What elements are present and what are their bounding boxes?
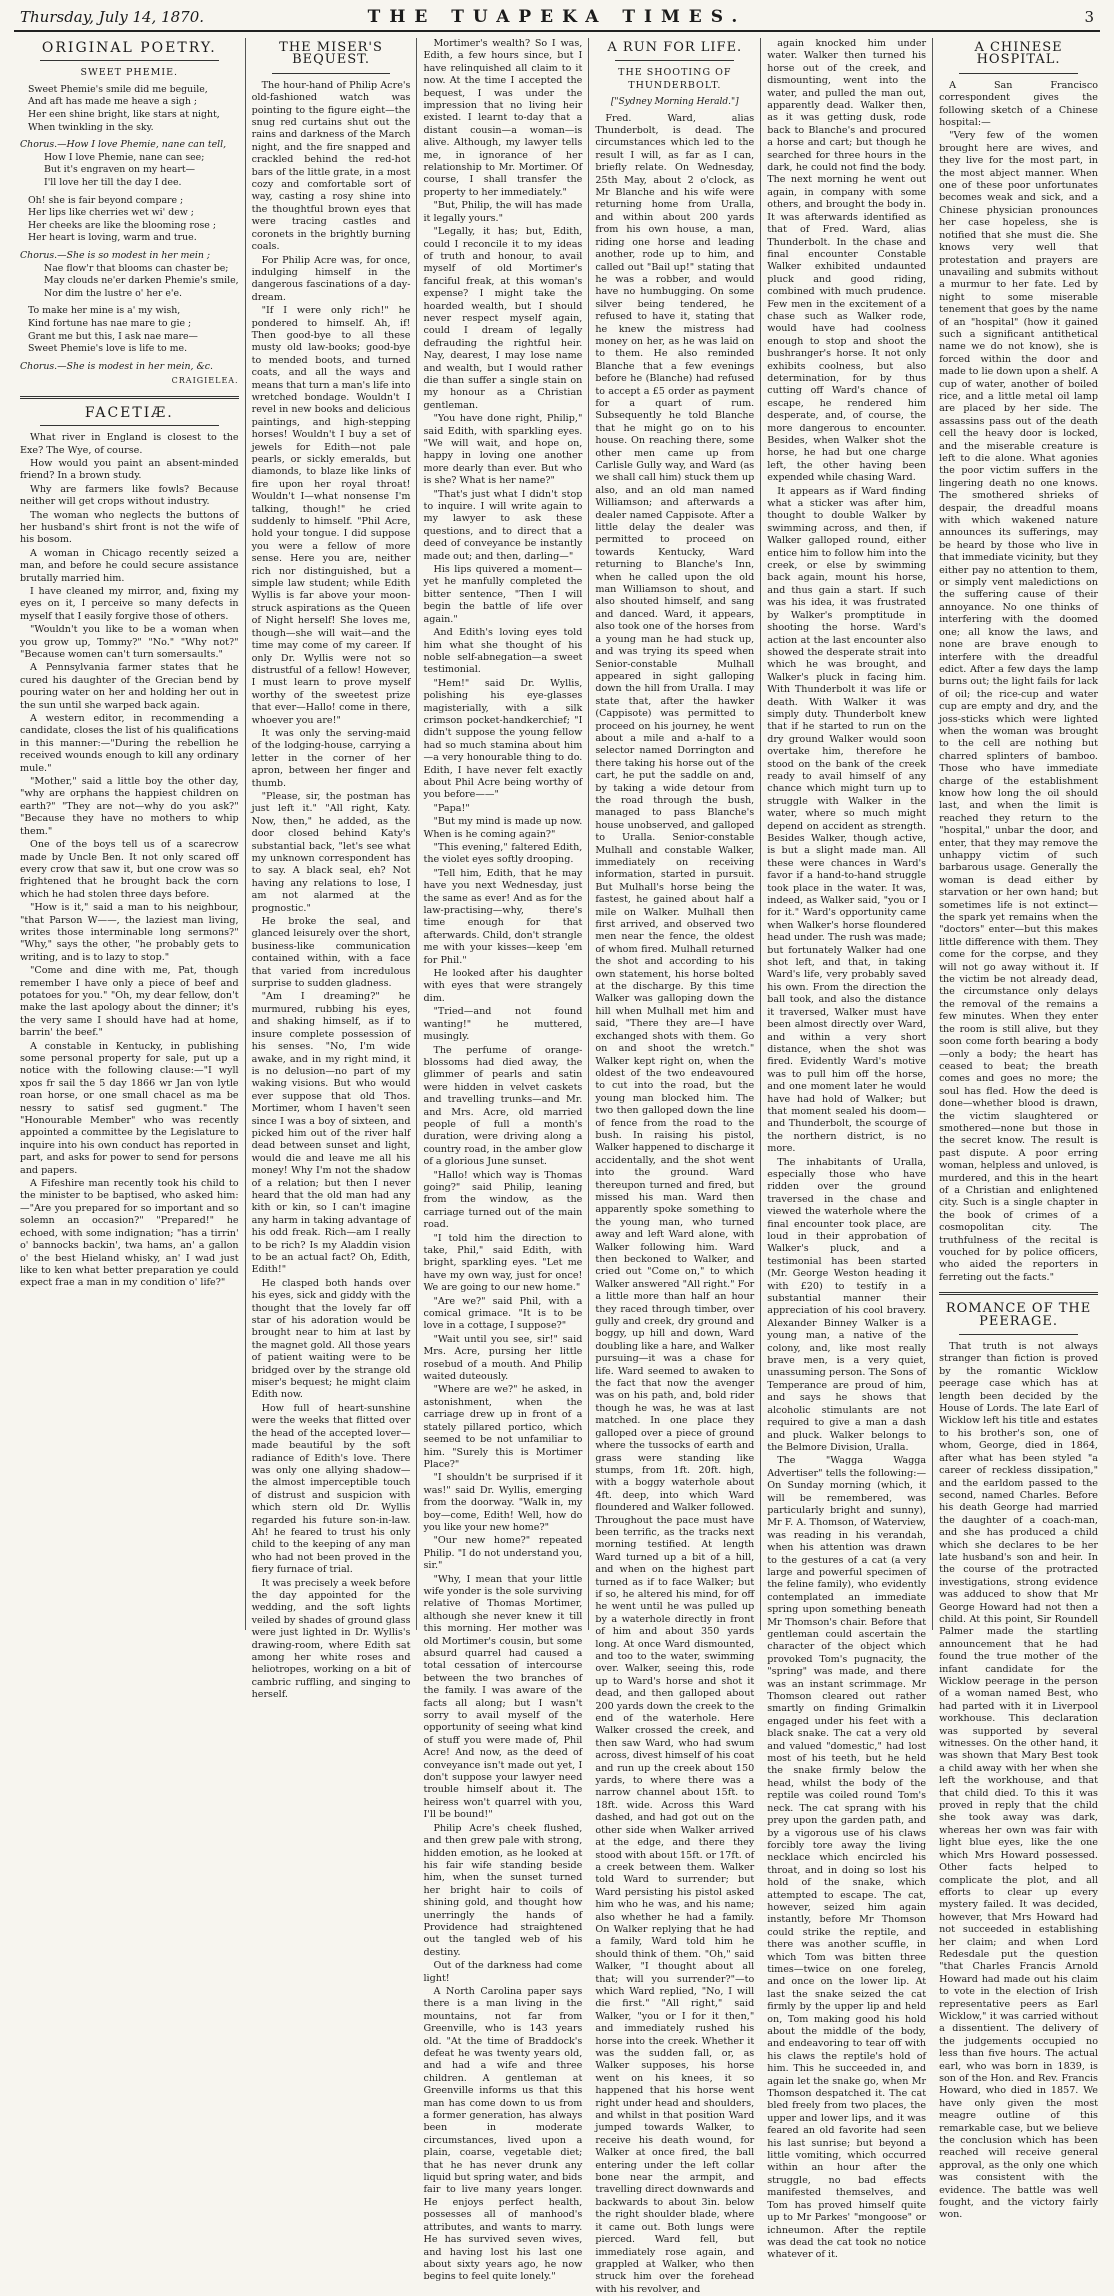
paragraph: Fred. Ward, alias Thunderbolt, is dead. The circumstances which led to the result I will, as far as I can, briefly relate. On Wednesday, 25th May, about 2 o'clock, as Mr Blanche and his wife were returning home from Uralla, and within about 200 yards from his own house, a man, riding one horse and leading another, rode up to him, and called out "Bail up!" stating that he was a robber, and would have no humbugging. On some silver being tendered, he refused to have it, stating that he knew the mistress had money on her, as he was laid on to them. He also reminded Blanche that a few evenings before he (Blanche) had refused to accept a £5 order as payment for a quart of rum. Subsequently he told Blanche that he might go on to his house. On reaching there, some other men came up from Carlisle Gully way, and Ward (as we shall call him) stuck them up also, and an old man named Williamson; and afterwards a dealer named Cappisote. After a little delay the dealer was permitted to proceed on towards Kentucky, Ward returning to Blanche's Inn, when he called upon the old man Williamson to shout, and also shouted himself, and sang and danced. Ward, it appears, also took one of the horses from a young man he had stuck up, and was trying its speed when Senior-constable Mulhall appeared in sight galloping down the hill from Uralla. I may state that, after the hawker (Cappisote) was permitted to proceed on his journey, he went about a mile and a-half to a selector named Dorrington and there taking his horse out of the cart, he put the saddle on and, by taking a wide detour from the road through the bush, managed to pass Blanche's house unobserved, and galloped to Uralla. Senior-constable Mulhall and constable Walker, immediately on receiving information, started in pursuit. But Mulhall's horse being the fastest, he gained about half a mile on Walker. Mulhall then first arrived, and observed two men near the fence, the oldest of whom fired. Mulhall returned the shot and according to his own statement, his horse bolted at the discharge. By this time Walker was galloping down the hill when Mulhall met him and said, "There they are—I have exchanged shots with them. Go on and shoot the wretch." Walker kept right on, when the oldest of the two endeavoured to cut into the road, but the young man blocked him. The two then galloped down the line of fence from the road to the bush. In raising his pistol, Walker happened to discharge it accidentally, and the shot went into the ground. Ward thereupon turned and fired, but missed his man. Ward then apparently spoke something to the young man, who turned away and left Ward alone, with Walker following him. Ward then beckoned to Walker, and cried out "Come on," to which Walker answered "All right." For a little more than half an hour they raced through timber, over gully and creek, dry ground and boggy, up hill and down, Ward doubling like a hare, and Walker pursuing—it was a chase for life. Ward seemed to awaken to the fact that now the avenger was on his path, and, bold rider though he was, he was at last matched. In one place they galloped over a piece of ground where the tussocks of earth and grass were standing like stumps, from 1ft. 20ft. high, with a boggy waterhole about 4ft. deep, into which Ward floundered and Walker followed. Throughout the pace must have been terrific, as the tracks next morning testified. At length Ward turned up a bit of a hill, and when on the highest part turned as if to face Walker; but if so, he altered his mind, for off he went until he was pulled up by a waterhole directly in front of him and about 350 yards long. At once Ward dismounted, and too to the water, swimming over. Walker, seeing this, rode up to Ward's horse and shot it dead, and then galloped about 200 yards down the creek to the end of the waterhole. Here Walker crossed the creek, and then saw Ward, who had swum across, divest himself of his coat and run up the creek about 150 yards, to where there was a narrow channel about 15ft. to 18ft. wide. Across this Ward dashed, and had got out on the other side when Walker arrived at the edge, and there they stood with about 15ft. or 17ft. of a creek between them. Walker told Ward to surrender; but Ward persisting his pistol asked him who he was, and his name; also whether he had a family. On Walker replying that he had a family, Ward told him he should think of them. "Oh," said Walker, "I thought about all that; will you surrender?"—to which Ward replied, "No, I will die first." "All right," said Walker, "you or I for it then," and immediately rushed his horse into the creek. Whether it was the sudden fall, or, as Walker supposes, his horse went on his knees, it so happened that his horse went right under head and shoulders, and whilst in that position Ward jumped towards Walker, to receive his death wound, for Walker at once fired, the ball entering under the left collar bone near the armpit, and travelling direct downwards and backwards to about 3in. below the right shoulder blade, where it came out. Both lungs were pierced. Ward fell, but immediately rose again, and grappled at Walker, who then struck him over the forehead with his revolver, and	[595, 112, 755, 2295]
poem-line: How I love Phemie, nane can see;	[44, 151, 205, 163]
paragraph: "But my mind is made up now. When is he coming again?"	[423, 816, 583, 840]
paragraph: A San Francisco correspondent gives the following sketch of a Chinese hospital:—	[939, 79, 1098, 129]
facetiae-body	[20, 432, 239, 1290]
paragraph: again knocked him under water. Walker then turned his horse out of the creek, and dismounting, went into the water, and pulled the man out, apparently dead. Walker then, as it was getting dusk, rode back to Blanche's and procured a horse and cart; but though he searched for three hours in the dark, he could not find the body. The next morning he went out again, in company with some others, and brought the body in. It was afterwards identified as that of Fred. Ward, alias Thunderbolt. In the chase and final encounter Constable Walker exhibited undaunted pluck and good riding, combined with much prudence. Few men in the excitement of a chase such as Walker rode, would have had coolness enough to stop and shoot the bushranger's horse. It not only exhibits coolness, but also determination, for by thus cutting off Ward's chance of escape, he rendered him desperate, and, of course, the more dangerous to encounter. Besides, when Walker shot the horse, he had but one charge left, the other having been expended while chasing Ward.	[767, 38, 927, 484]
article-title-misers-bequest: THE MISER'S BEQUEST.	[279, 40, 383, 68]
poem-title: SWEET PHEMIE.	[80, 67, 179, 79]
poem-line: And aft has made me heave a sigh ;	[28, 96, 197, 108]
paragraph: "Please, sir, the postman has just left it." "All right, Katy. Now, then," he added, as the door closed behind Katy's substantial back, "let's see what my unknown correspondent has to say. A black seal, eh? Not having any relations to lose, I am not alarmed at the prognostic."	[251, 790, 411, 914]
paragraph: A Fifeshire man recently took his child to the minister to be baptised, who asked him:—"Are you prepared for so important and so solemn an occasion?" "Prepared!" he echoed, with some indignation; "has a tirrin' o' bannocks backin', twa hams, an' a gallon o' the best Hieland whisky, an' I wad just like to ken what better preparation ye could expect frae a man in my condition o' life?"	[20, 1178, 239, 1289]
paragraph: "Wouldn't you like to be a woman when you grow up, Tommy?" "No." "Why not?" "Because women can't turn somersaults."	[20, 624, 239, 660]
paragraph: "You have done right, Philip," said Edith, with sparkling eyes. "We will wait, and hope on, happy in loving one another more dearly than ever. But who is she? What is her name?"	[423, 413, 583, 487]
paragraph: "Hallo! which way is Thomas going?" said Philip, leaning from the window, as the carriage turned out of the main road.	[423, 1169, 583, 1231]
poem-line: Her cheeks are like the blooming rose ;	[28, 219, 216, 231]
poem-line: Nor dim the lustre o' her e'e.	[44, 287, 183, 299]
paragraph: The "Wagga Wagga Advertiser" tells the following:—On Sunday morning (which, it will be remembered, was particularly bright and sunny), Mr F. A. Thomson, of Waterview, was reading in his verandah, when his attention was drawn to the gestures of a cat (a very large and powerful specimen of the feline family), who evidently contemplated an immediate spring upon something beneath Mr Thomson's chair. Before that gentleman could ascertain the character of the object which provoked Tom's pugnacity, the "spring" was made, and there was an instant scrimmage. Mr Thomson cleared out rather smartly on finding Grimalkin engaged under his feet with a black snake. The cat a very old and valued "domestic," had lost most of his teeth, but he held the snake firmly below the head, whilst the body of the reptile was coiled round Tom's neck. The cat sprang with his prey upon the garden path, and by a vigorous use of his claws forcibly tore away the living necklace which encircled his throat, and in doing so lost his hold of the snake, which attempted to escape. The cat, however, seized him again instantly, before Mr Thomson could strike the reptile, and there was another scuffle, in which Tom was bitten three times—twice on one foreleg, and once on the lower lip. At last the snake seized the cat firmly by the upper lip and held on, Tom making good his hold about the middle of the body, and endeavoring to tear off with his claws the reptile's hold of him. This he succeeded in, and again let the snake go, when Mr Thomson despatched it. The cat bled freely from two places, the upper and lower lips, and it was feared an old favorite had seen his last sunrise; but beyond a little vomiting, which occurred within an hour after the struggle, no bad effects manifested themselves, and Tom has proved himself quite up to Mr Parkes' "mongoose" or ichneumon. After the reptile was dead the cat took no notice whatever of it.	[767, 1455, 927, 2261]
paragraph: "Tried—and not found wanting!" he muttered, musingly.	[423, 1006, 583, 1043]
run-for-life-continued	[767, 38, 926, 2262]
paragraph: "Am I dreaming?" he murmured, rubbing his eyes, and shaking himself, as if to insure complete possession of his senses. "No, I'm wide awake, and in my right mind, it is no delusion—no part of my waking visions. But who would ever suppose that old Thos. Mortimer, whom I haven't seen since I was a boy of sixteen, and picked him out of the river half dead between sunset and light, would die and leave me all his money! Why I'm not the shadow of a relation; but then I never heard that the old man had any kith or kin, so I can't imagine any harm in taking advantage of his odd freak. Rich—am I really to be rich? Is my Aladdin vision to be an actual fact? Oh, Edith, Edith!"	[251, 991, 411, 1276]
poem-line: Sweet Phemie's smile did me beguile,	[28, 83, 208, 95]
poem-line: When twinkling in the sky.	[28, 121, 154, 133]
paragraph: "That's just what I didn't stop to inquire. I will write again to my lawyer to ask these questions, and to direct that a deed of conveyance be instantly made out; and then, darling—"	[423, 488, 583, 562]
paragraph: The hour-hand of Philip Acre's old-fashioned watch was pointing to the figure eight—the snug red curtains shut out the rains and darkness of the March night, and the fire snapped and crackled behind the red-hot bars of the little grate, in a most cozy and comfortable sort of way, casting a rosy shine into the thoughtful brown eyes that were tracing castles and coronets in the brightly burning coals.	[251, 79, 411, 253]
paragraph: "Hem!" said Dr. Wyllis, polishing his eye-glasses magisterially, with a silk crimson pocket-handkerchief; "I didn't suppose the young fellow had so much stamina about him—a very honourable thing to do. Edith, I have never felt exactly about Phil Acre being worthy of you before——"	[423, 677, 583, 801]
paragraph: "I told him the direction to take, Phil," said Edith, with bright, sparkling eyes. "Let me have my own way, just for once! We are going to our new home."	[423, 1232, 583, 1294]
romance-peerage-body	[939, 1341, 1098, 2222]
paragraph: "This evening," faltered Edith, the violet eyes softly drooping.	[423, 842, 583, 866]
masthead	[14, 6, 1100, 32]
poem-line: Chorus.—How I love Phemie, nane can tell,	[20, 139, 227, 151]
columns	[14, 38, 1104, 2295]
paragraph: Mortimer's wealth? So I was, Edith, a few hours since, but I have relinquished all claim to it now. At the time I accepted the bequest, I was under the impression that no living heir existed. I learnt to-day that a distant cousin—a woman—is alive. Although, my lawyer tells me, in ignorance of her relationship to Mr. Mortimer. Of course, I shall transfer the property to her immediately."	[423, 38, 583, 198]
paragraph: "I shouldn't be surprised if it was!" said Dr. Wyllis, emerging from the doorway. "Walk in, my boy—come, Edith! Well, how do you like your new home?"	[423, 1472, 583, 1533]
article-title-chinese-hospital: A CHINESE HOSPITAL.	[974, 40, 1063, 68]
poem-line: Grant me but this, I ask nae mare—	[28, 330, 198, 342]
run-for-life-body	[595, 113, 754, 2296]
paragraph: A woman in Chicago recently seized a man, and before he could secure assistance brutally married him.	[20, 547, 239, 584]
paragraph: And Edith's loving eyes told him what she thought of his noble self-abnegation—a sweet testimonial.	[423, 627, 583, 676]
paragraph: "Our new home?" repeated Philip. "I do not understand you, sir."	[423, 1535, 583, 1572]
poem-line: I'll love her till the day I dee.	[44, 176, 182, 188]
paragraph: A western editor, in recommending a candidate, closes the list of his qualifications in this manner:—"During the rebellion he received wounds enough to kill any ordinary mule."	[20, 713, 239, 774]
poem-line: May clouds ne'er darken Phemie's smile,	[44, 275, 239, 287]
paragraph: "How is it," said a man to his neighbour, "that Parson W——, the laziest man living, writes those interminable long sermons?" "Why," says the other, "he probably gets to writing, and is to lazy to stop."	[20, 902, 239, 963]
poem	[20, 84, 239, 373]
newspaper-title: THE TUAPEKA TIMES.	[367, 7, 747, 27]
paragraph: It was precisely a week before the day appointed for the wedding, and the soft lights veiled by shades of ground glass were just lighted in Dr. Wyllis's drawing-room, where Edith sat among her white roses and heliotropes, working on a bit of cambric ruffling, and singing to herself.	[251, 1577, 411, 1701]
paragraph: One of the boys tell us of a scarecrow made by Uncle Ben. It not only scared off every crow that saw it, but one crow was so frightened that he brought back the corn which he had stolen three days before.	[20, 839, 239, 900]
paragraph: It was only the serving-maid of the lodging-house, carrying a letter in the corner of her apron, between her finger and thumb.	[251, 727, 411, 789]
misers-bequest-body	[252, 80, 411, 1702]
paragraph: "Mother," said a little boy the other day, "why are orphans the happiest children on earth?" "They are not—why do you ask?" "Because they have no mothers to whip them."	[20, 776, 239, 837]
paragraph: How full of heart-sunshine were the weeks that flitted over the head of the accepted lover—made beautiful by the soft radiance of Edith's love. There was only one allying shadow—the almost imperceptible touch of distrust and suspicion with which stern old Dr. Wyllis regarded his future son-in-law. Ah! he feared to trust his only child to the keeping of any man who had not been proved in the fiery furnace of trial.	[251, 1402, 411, 1576]
poem-line: Her een shine bright, like stars at night,	[28, 109, 220, 120]
paragraph: The perfume of orange-blossoms had died away, the glimmer of pearls and satin were hidden in velvet caskets and travelling trunks—and Mr. and Mrs. Acre, old married people of full a month's duration, were driving along a country road, in the amber glow of a glorious June sunset.	[423, 1044, 583, 1168]
paragraph: A constable in Kentucky, in publishing some personal property for sale, put up a notice with the following clause:—"I wyll xpos fr sail the 5 day 1866 wr Jan von lytle roan horse, or one small chacel as ma be nessry to satisf sed gugment." The "Honourable Member" who was recently appointed a committee by the Legislature to inquire into his own conduct has reported in part, and asks for power to send for persons and papers.	[20, 1040, 239, 1176]
column-2	[246, 38, 418, 1701]
poem-line: Chorus.—She is modest in her mein, &c.	[20, 360, 214, 372]
poem-line: Sweet Phemie's love is life to me.	[28, 343, 188, 355]
column-3	[417, 38, 589, 2283]
paragraph: His lips quivered a moment—yet he manfully completed the bitter sentence, "Then I will begin the battle of life over again."	[423, 564, 583, 625]
paragraph: "Are we?" said Phil, with a comical grimace. "It is to be love in a cottage, I suppose?"	[423, 1295, 583, 1332]
paragraph: A Pennsylvania farmer states that he cured his daughter of the Grecian bend by pouring water on her and holding her out in the sun until she warped back again.	[20, 662, 239, 711]
paragraph: "Come and dine with me, Pat, though remember I have only a piece of beef and potatoes for you." "Oh, my dear fellow, don't make the last apology about the dinner; it's the very same I should have had at home, barrin' the beef."	[20, 965, 239, 1039]
poem-line: But it's engraven on my heart—	[44, 164, 195, 176]
paragraph: "Legally, it has; but, Edith, could I reconcile it to my ideas of truth and honour, to avail myself of old Mortimer's fanciful freak, at this woman's expense? I might take the hoarded wealth, but I should never respect myself again, could I dream of legally defrauding the rightful heir. Nay, dearest, I may lose name and wealth, but I would rather die than suffer a single stain on my honour as a Christian gentleman.	[423, 226, 583, 411]
paragraph: The woman who neglects the buttons of her husband's shirt front is not the wife of his bosom.	[20, 509, 239, 546]
poem-line: Chorus.—She is so modest in her mein ;	[20, 249, 211, 261]
chinese-hospital-body	[939, 80, 1098, 1284]
paragraph: "Tell him, Edith, that he may have you next Wednesday, just the same as ever! And as for the law-practising—why, there's time enough for that afterwards. Child, don't strangle me with your kisses—keep 'em for Phil."	[423, 867, 583, 966]
poem-signature: CRAIGIELEA.	[171, 376, 239, 386]
paragraph: A North Carolina paper says there is a man living in the mountains, not far from Greenville, who is 143 years old. "At the time of Braddock's defeat he was twenty years old, and had a wife and three children. A gentleman at Greenville informs us that this man has come down to us from a former generation, has always been in moderate circumstances, lived upon a plain, coarse, vegetable diet; that he has never drunk any liquid but spring water, and bids fair to live many years longer. He enjoys perfect health, possesses all of manhood's attributes, and wants to marry. He has survived seven wives, and having lost his last one about sixty years ago, he now begins to feel quite lonely."	[423, 1985, 583, 2283]
paragraph: Out of the darkness had come light!	[423, 1960, 583, 1984]
poem-line: Her lips like cherries wet wi' dew ;	[28, 207, 194, 219]
paragraph: For Philip Acre was, for once, indulging himself in the dangerous fascinations of a day-dream.	[251, 254, 411, 303]
paragraph: I have cleaned my mirror, and, fixing my eyes on it, I perceive so many defects in myself that I easily forgive those of others.	[20, 585, 239, 622]
page-number: 3	[1084, 8, 1094, 26]
article-subtitle-thunderbolt: THE SHOOTING OF THUNDERBOLT.	[618, 67, 732, 91]
poem-line: Her heart is loving, warm and true.	[28, 232, 197, 244]
paragraph: Philip Acre's cheek flushed, and then grew pale with strong, hidden emotion, as he looked at his fair wife standing beside him, when the sunset turned her bright hair to coils of shining gold, and thought how unerringly the hands of Providence had straightened out the tangled web of his destiny.	[423, 1822, 583, 1958]
paragraph: He broke the seal, and glanced leisurely over the short, business-like communication contained within, with a face that varied from incredulous surprise to sudden gladness.	[251, 916, 411, 990]
paragraph: "But, Philip, the will has made it legally yours."	[423, 200, 583, 224]
paragraph: "Very few of the women brought here are wives, and they live for the most part, in the most abject manner. When one of these poor unfortunates becomes weak and sick, and a Chinese physician pronounces her case hopeless, she is notified that she must die. She knows very well that protestation and prayers are unavailing and submits without a murmur to her fate. Led by night to some miserable tenement that goes by the name of an "hospital" (how it gained such a significant antithetical name we do not know), she is forced within the door and made to lie down upon a shelf. A cup of water, another of boiled rice, and a little metal oil lamp are placed by her side. The assassins pass out of the death cell the heavy door is locked, and the miserable creature is left to die alone. What agonies the poor victim suffers in the lingering death no one knows. The smothered shrieks of despair, the dreadful moans with which wakened nature announces its sufferings, may be heard by those who live in that immediate vicinity, but they either pay no attention to them, or simply vent maledictions on the suffering cause of their annoyance. No one thinks of interfering with the doomed one; all know the laws, and none are brave enough to interfere with the dreadful edict. After a few days the lamp burns out; the light fails for lack of oil; the rice-cup and water cup are empty and dry, and the joss-sticks which were lighted when the woman was brought to the cell are nothing but charred splinters of bamboo. Those who have immediate charge of the establishment know how long the oil should last, and when the limit is reached they return to the "hospital," unbar the door, and enter, that they may remove the unhappy victim of such barbarous usage. Generally the woman is dead either by starvation or her own hand; but sometimes life is not extinct—the spark yet remains when the "doctors" enter—but this makes little difference with them. They come for the corpse, and they will not go away without it. If the victim be not already dead, the circumstance only delays the removal of the remains a few minutes. When they enter the room is still alive, but they soon come forth bearing a body—only a body; the heart has ceased to beat; the breath comes and goes no more; the soul has fled. How the deed is done—whether blood is drawn, the victim slaughtered or smothered—none but those in the secret know. The result is past dispute. A poor erring woman, helpless and unloved, is murdered, and this in the heart of a Christian and enlightened city. Such is a single chapter in the book of crimes of a cosmopolitan city. The truthfulness of the recital is vouched for by police officers, who aided the reporters in ferreting out the facts."	[939, 130, 1098, 1283]
paragraph: It appears as if Ward finding what a sticker was after him, thought to double Walker by swimming across, and then, if Walker galloped round, either entice him to follow him into the creek, or else by swimming back again, mount his horse, and thus gain a start. If such was his idea, it was frustrated by Walker's promptitude in shooting the horse. Ward's action at the last encounter also showed the desperate strait into which he was brought, and Walker's pluck in facing him. With Thunderbolt it was life or death. With Walker it was simply duty. Thunderbolt knew that if he started to run on the dry ground Walker would soon overtake him, therefore he stood on the bank of the creek ready to avail himself of any chance which might turn up to struggle with Walker in the water, where so much might depend on accident as strength. Besides Walker, though active, is but a slight made man. All these were chances in Ward's favor if a hand-to-hand struggle took place in the water. It was, indeed, as Walker said, "you or I for it." Ward's opportunity came when Walker's horse floundered head under. The rush was made; but fortunately Walker had one shot left, and that, in taking Ward's life, very probably saved his own. From the direction the ball took, and also the distance it traversed, Walker must have been almost directly over Ward, and within a very short distance, when the shot was fired. Evidently Ward's motive was to pull him off the horse, and one moment later he would have had hold of Walker; but that moment sealed his doom—and Thunderbolt, the scourge of the northern district, is no more.	[767, 485, 927, 1155]
paragraph: The inhabitants of Uralla, especially those who have ridden over the ground traversed in the chase and viewed the waterhole where the final encounter took place, are loud in their approbation of Walker's pluck, and a testimonial has been started (Mr. George Weston heading it with £20) to testify in a substantial manner their appreciation of his cool bravery. Alexander Binney Walker is a young man, a native of the colony, and, like most really brave men, is a very quiet, unassuming person. The Sons of Temperance are proud of him, and says he shows that alcoholic stimulants are not required to give a man a dash and pluck. Walker belongs to the Belmore Division, Uralla.	[767, 1156, 927, 1453]
paragraph: He looked after his daughter with eyes that were strangely dim.	[423, 968, 583, 1004]
paragraph: "If I were only rich!" he pondered to himself. Ah, if! Then good-bye to all these musty old law-books; good-bye to mended boots, and turned coats, and all the ways and means that turn a man's life into wretched bondage. Wouldn't I revel in new books and delicious paintings, and high-stepping horses! Wouldn't I buy a set of jewels for Edith—not pale pearls, or sickly emeralds, but diamonds, to blaze like links of fire upon her royal throat! Wouldn't I—what nonsense I'm talking, though!" he cried suddenly to himself. "Phil Acre, hold your tongue. I did suppose you were a fellow of more sense. Here you are, neither rich nor distinguished, but a simple law student; while Edith Wyllis is far above your moon-struck aspirations as the Queen of Night herself! She loves me, though—she will wait—and the time may come of my career. If only Dr. Wyllis were not so distrustful of a fellow! However, I must learn to prove myself worthy of the sweetest prize that ever—Hallo! come in there, whoever you are!"	[251, 305, 411, 726]
poem-line: Nae flow'r that blooms can chaster be;	[44, 262, 229, 274]
column-5	[761, 38, 933, 2261]
misers-bequest-continued	[423, 38, 582, 2284]
paragraph: Why are farmers like fowls? Because neither will get crops without industry.	[20, 483, 239, 508]
paragraph: What river in England is closest to the Exe? The Wye, of course.	[20, 432, 239, 456]
paragraph: "Papa!"	[433, 802, 470, 814]
article-title-run-for-life: A RUN FOR LIFE.	[607, 40, 743, 55]
paragraph: "Where are we?" he asked, in astonishment, when the carriage drew up in front of a stately pillared portico, which seemed to be not unfamiliar to him. "Surely this is Mortimer Place?"	[423, 1384, 583, 1470]
paragraph: That truth is not always stranger than fiction is proved by the romantic Wicklow peerage case which has at length been decided by the House of Lords. The late Earl of Wicklow left his title and estates to his brother's son, one of whom, George, died in 1864, after what has been styled "a career of reckless dissipation," and the earldom passed to the second, named Charles. Before his death George had married the daughter of a coach-man, and she has produced a child which she declares to be her late husband's son and heir. In the course of the protracted investigations, strong evidence was adduced to show that Mr George Howard had not then a child. At this point, Sir Roundell Palmer made the startling announcement that he had found the true mother of the infant candidate for the Wicklow peerage in the person of a woman named Best, who had parted with it in Liverpool workhouse. This declaration was supported by several witnesses. On the other hand, it was shown that Mary Best took a child away with her when she left the workhouse, and that that child died. To this it was proved in reply that the child she took away was dark, whereas her own was fair with light blue eyes, like the one which Mrs Howard possessed. Other facts helped to complicate the plot, and all efforts to clear up every mystery failed. It was decided, however, that Mrs Howard had not succeeded in establishing her claim; and when Lord Redesdale put the question "that Charles Francis Arnold Howard had made out his claim to vote in the election of Irish representative peers as Earl Wicklow," it was carried without a dissentient. The delivery of the judgements occupied no less than five hours. The actual earl, who was born in 1839, is son of the Hon. and Rev. Francis Howard, who died in 1857. We have only given the most meagre outline of this remarkable case, but we believe the conclusion which has been reached will receive general approval, as the only one which was consistent with the evidence. The battle was well fought, and the victory fairly won.	[939, 1341, 1098, 2221]
article-credit: ["Sydney Morning Herald."]	[610, 97, 739, 108]
poem-line: Kind fortune has nae mare to gie ;	[28, 317, 192, 329]
poem-line: To make her mine is a' my wish,	[28, 305, 181, 317]
paragraph: "Wait until you see, sir!" said Mrs. Acre, pursing her little rosebud of a mouth. And Philip waited duteously.	[423, 1333, 583, 1383]
section-heading-facetiae: FACETIÆ.	[84, 404, 174, 421]
article-title-romance-peerage: ROMANCE OF THE PEERAGE.	[945, 1301, 1092, 1329]
column-4	[589, 38, 761, 2295]
paragraph: How would you paint an absent-minded friend? In a brown study.	[20, 457, 239, 482]
section-heading-poetry: ORIGINAL POETRY.	[41, 40, 217, 56]
paragraph: "Why, I mean that your little wife yonder is the sole surviving relative of Thomas Mortimer, although she never knew it till this morning. Her mother was old Mortimer's cousin, but some absurd quarrel had caused a total cessation of intercourse between the two branches of the family. I was aware of the facts all along; but I wasn't sorry to avail myself of the opportunity of seeing what kind of stuff you were made of, Phil Acre! And now, as the deed of conveyance isn't made out yet, I don't suppose your lawyer need trouble himself about it. The heiress won't quarrel with you, I'll be bound!"	[423, 1573, 583, 1821]
column-1	[14, 38, 246, 1630]
issue-date: Thursday, July 14, 1870.	[20, 8, 205, 26]
column-6	[933, 38, 1104, 2221]
poem-line: Oh! she is fair beyond compare ;	[28, 194, 184, 206]
paragraph: He clasped both hands over his eyes, sick and giddy with the thought that the lovely far off star of his adoration would be brought near to him at last by the magnet gold. All those years of patient waiting were to be bridged over by the strange old miser's bequest; he might claim Edith now.	[251, 1277, 411, 1401]
